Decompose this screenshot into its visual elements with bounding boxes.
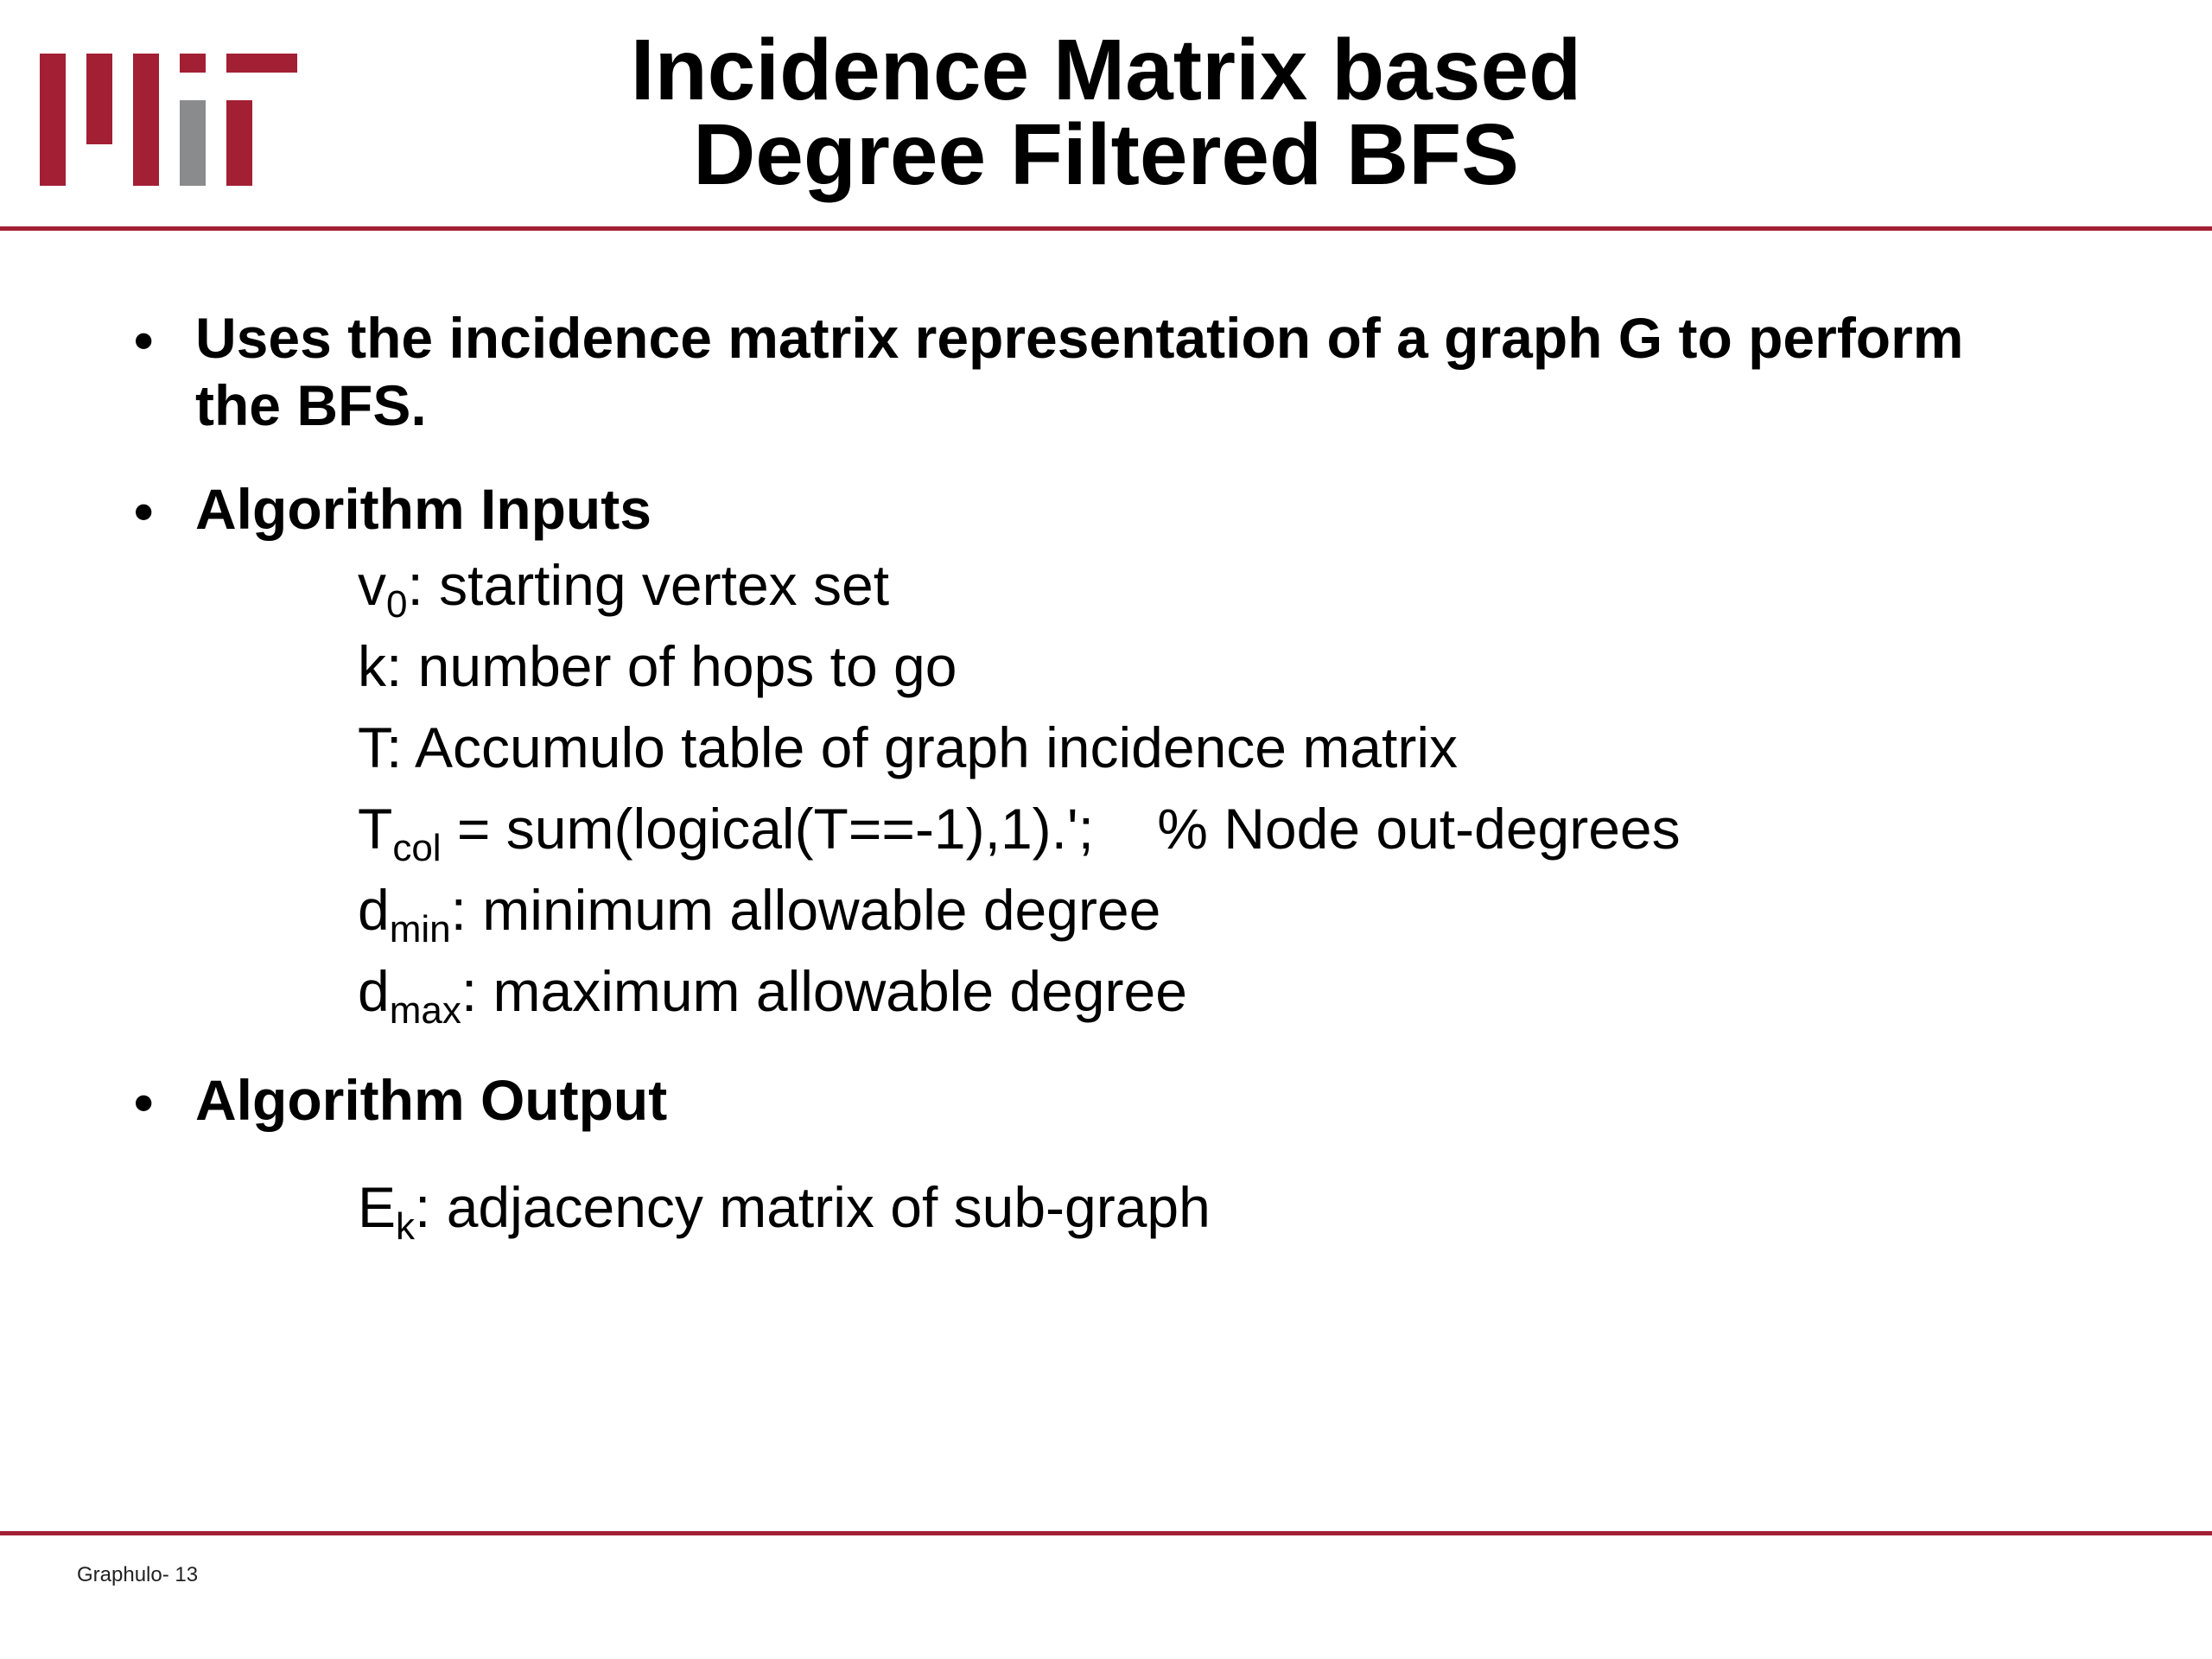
input-item-tcol: $T_{col}$ = sum(logical(T==-1),1).'; % Node out-degrees: [358, 797, 1681, 869]
output-item-ek: $E_k$: adjacency matrix of sub-graph: [358, 1175, 1211, 1248]
bullet-1-line-2: the BFS.: [195, 373, 427, 437]
footer-divider: [0, 1531, 2212, 1535]
input-item-k: k: number of hops to go: [358, 634, 957, 698]
input-item-v0: $v_0$: starting vertex set: [358, 553, 890, 626]
bullet-marker: •: [134, 1071, 154, 1134]
slide-title: [536, 22, 1676, 203]
logo-bar-m3: [133, 54, 159, 186]
logo-bar-m2: [86, 54, 112, 144]
input-item-dmax: $d_{max}$: maximum allowable degree: [358, 959, 1187, 1032]
logo-bar-i-dot: [180, 54, 206, 73]
logo-bar-m1: [40, 54, 66, 186]
bullet-inputs-label: Algorithm Inputs: [195, 477, 652, 541]
logo-bar-t-stem: [226, 100, 252, 186]
slide-footer: Graphulo- 13: [77, 1563, 199, 1586]
input-item-t: T: Accumulo table of graph incidence matrix: [358, 715, 1458, 779]
logo-bar-t-top: [226, 54, 297, 73]
bullet-marker: •: [134, 480, 154, 543]
header-divider: [0, 226, 2212, 231]
logo-bar-i: [180, 100, 206, 186]
bullet-output-label: Algorithm Output: [195, 1068, 668, 1132]
title-line-1: Incidence Matrix based: [630, 22, 1582, 118]
bullet-1-line-1: Uses the incidence matrix representation of a graph G to perform: [195, 306, 1964, 370]
bullet-marker: •: [134, 309, 154, 372]
input-item-dmin: $d_{min}$: minimum allowable degree: [358, 878, 1161, 950]
title-line-2: Degree Filtered BFS: [693, 106, 1519, 203]
mit-logo: [40, 54, 297, 186]
